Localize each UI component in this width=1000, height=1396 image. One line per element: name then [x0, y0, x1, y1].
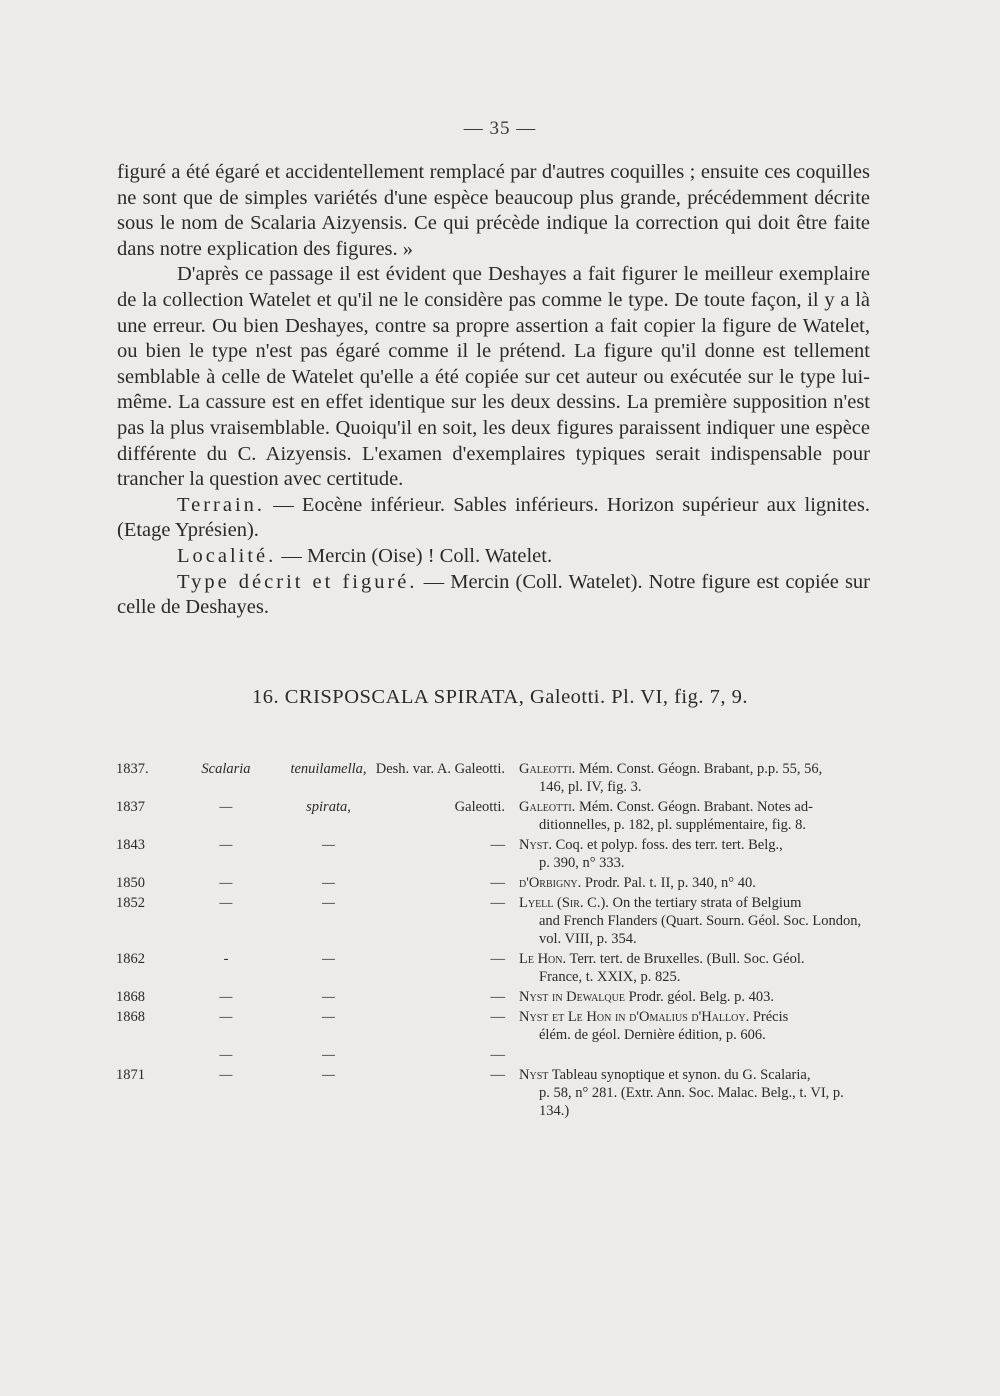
synonymy-reference	[519, 1006, 872, 1044]
synonymy-species-text: —	[322, 951, 335, 967]
synonymy-year	[116, 834, 166, 872]
synonymy-row	[116, 892, 872, 948]
synonymy-genus-text: —	[219, 837, 233, 853]
synonymy-year-text: 1850	[116, 875, 145, 891]
terrain-label: Terrain.	[177, 493, 266, 516]
synonymy-genus	[166, 760, 286, 796]
synonymy-table	[116, 760, 872, 1120]
synonymy-genus	[166, 892, 286, 948]
reference-author: Le Hon.	[519, 951, 567, 967]
synonymy-year-text: 1843	[116, 837, 145, 853]
synonymy-author-text: —	[490, 1009, 505, 1025]
synonymy-year-text: 1868	[116, 1009, 145, 1025]
synonymy-genus-text: —	[219, 875, 233, 891]
section-title: 16. CRISPOSCALA SPIRATA, Galeotti. Pl. VI, fig. 7, 9.	[251, 686, 749, 708]
synonymy-species	[286, 834, 371, 872]
synonymy-species	[286, 1064, 371, 1120]
paragraph-2: D'après ce passage il est évident que Deshayes a fait figurer le meilleur exemplaire de la collection Watelet et qu'il ne le considère pas comme le type. De toute façon, il y a là une erreur. Ou bien Deshayes, contre sa propre assertion a fait copier la figure de Watelet, ou bien le type n'est pas égaré comme il le prétend. La figure qu'il donne est tellement semblable à celle de Watelet qu'elle a été copiée sur cet auteur ou exécutée sur le type lui-même. La cassure est en effet identique sur les deux dessins. La première supposition n'est pas la plus vraisemblable. Quoiqu'il en soit, les deux figures paraissent indiquer une espèce différente du C. Aizyensis. L'examen d'exemplaires typiques serait indispensable pour trancher la question avec certitude.	[117, 263, 870, 491]
synonymy-year	[116, 872, 166, 892]
reference-author: Nyst in Dewalque	[519, 989, 625, 1005]
synonymy-year-text: 1862	[116, 951, 145, 967]
synonymy-author-text: —	[490, 1047, 505, 1063]
synonymy-species	[286, 1044, 371, 1064]
synonymy-reference	[519, 1044, 872, 1064]
synonymy-author	[371, 948, 519, 986]
synonymy-genus-text: —	[219, 1009, 233, 1025]
synonymy-reference	[519, 760, 872, 796]
synonymy-genus	[166, 1006, 286, 1044]
type-text: — Mercin (Coll. Watelet). Notre figure est copiée sur celle de Deshayes.	[117, 570, 870, 619]
reference-author: Nyst.	[519, 837, 552, 853]
synonymy-species-text: —	[322, 989, 335, 1005]
reference-line: On the tertiary strata of Belgium	[612, 895, 802, 911]
synonymy-species-text: tenuilamella,	[290, 761, 367, 777]
synonymy-author	[371, 834, 519, 872]
synonymy-year-text: 1837.	[116, 761, 149, 777]
reference-author: Lyell (Sir. C.).	[519, 895, 609, 911]
synonymy-species-text: spirata,	[306, 799, 351, 815]
synonymy-species	[286, 760, 371, 796]
synonymy-species-text: —	[322, 837, 335, 853]
synonymy-genus-text: —	[219, 1067, 233, 1083]
reference-author: d'Orbigny.	[519, 875, 582, 891]
reference-continuation: élém. de géol. Dernière édition, p. 606.	[539, 1027, 766, 1043]
synonymy-body	[116, 760, 872, 1120]
synonymy-species-text: —	[322, 1067, 335, 1083]
synonymy-author-text: —	[490, 989, 505, 1005]
synonymy-year	[116, 892, 166, 948]
synonymy-author-text: —	[490, 895, 505, 911]
synonymy-genus-text: -	[223, 951, 229, 967]
synonymy-row	[116, 1064, 872, 1120]
synonymy-year-text: 1852	[116, 895, 145, 911]
synonymy-genus	[166, 948, 286, 986]
synonymy-reference	[519, 892, 872, 948]
synonymy-reference	[519, 948, 872, 986]
synonymy-genus	[166, 1064, 286, 1120]
type-paragraph	[117, 570, 870, 621]
terrain-text: — Eocène inférieur. Sables inférieurs. Horizon supérieur aux lignites. (Etage Yprésien).	[117, 493, 870, 542]
synonymy-species	[286, 892, 371, 948]
reference-line: Terr. tert. de Bruxelles. (Bull. Soc. Géol.	[569, 951, 805, 967]
synonymy-year-text: 1868	[116, 989, 145, 1005]
synonymy-genus-text: —	[219, 895, 233, 911]
reference-line: Mém. Const. Géogn. Brabant. Notes ad-	[578, 799, 813, 815]
synonymy-species-text: —	[322, 1009, 335, 1025]
synonymy-row	[116, 948, 872, 986]
reference-continuation: 146, pl. IV, fig. 3.	[539, 779, 642, 795]
synonymy-genus	[166, 872, 286, 892]
synonymy-author	[371, 1006, 519, 1044]
synonymy-genus-text: —	[219, 1047, 233, 1063]
localite-text: — Mercin (Oise) ! Coll. Watelet.	[276, 544, 553, 567]
synonymy-genus-text: —	[219, 799, 233, 815]
synonymy-reference	[519, 872, 872, 892]
synonymy-year	[116, 796, 166, 834]
synonymy-year	[116, 1064, 166, 1120]
reference-line: Tableau synoptique et synon. du G. Scalaria,	[551, 1067, 811, 1083]
synonymy-genus	[166, 796, 286, 834]
localite-paragraph	[117, 544, 870, 570]
synonymy-species-text: —	[322, 875, 335, 891]
synonymy-genus-text: Scalaria	[201, 761, 251, 777]
localite-label: Localité.	[177, 544, 277, 567]
synonymy-row	[116, 1044, 872, 1064]
synonymy-author-text: Desh. var. A. Galeotti.	[375, 761, 505, 777]
synonymy-author	[371, 760, 519, 796]
synonymy-species	[286, 986, 371, 1006]
reference-line: Mém. Const. Géogn. Brabant, p.p. 55, 56,	[578, 761, 823, 777]
terrain-paragraph	[117, 493, 870, 544]
synonymy-author-text: —	[490, 875, 505, 891]
reference-line: Prodr. géol. Belg. p. 403.	[628, 989, 774, 1005]
reference-continuation: p. 58, n° 281. (Extr. Ann. Soc. Malac. Belg., t. VI, p. 134.)	[539, 1085, 844, 1119]
synonymy-year	[116, 760, 166, 796]
synonymy-row	[116, 872, 872, 892]
reference-author: Nyst	[519, 1067, 549, 1083]
synonymy-year-text: 1837	[116, 799, 145, 815]
synonymy-species	[286, 796, 371, 834]
synonymy-genus	[166, 1044, 286, 1064]
reference-author: Nyst et Le Hon in d'Omalius d'Halloy.	[519, 1009, 750, 1025]
synonymy-author-text: —	[490, 1067, 505, 1083]
body-text	[117, 160, 870, 621]
synonymy-species	[286, 872, 371, 892]
synonymy-reference	[519, 796, 872, 834]
synonymy-reference	[519, 1064, 872, 1120]
synonymy-species	[286, 948, 371, 986]
synonymy-author	[371, 986, 519, 1006]
reference-continuation: and French Flanders (Quart. Sourn. Géol. Soc. London, vol. VIII, p. 354.	[539, 913, 862, 947]
synonymy-author	[371, 892, 519, 948]
synonymy-species	[286, 1006, 371, 1044]
reference-continuation: p. 390, n° 333.	[539, 855, 625, 871]
reference-author: Galeotti.	[519, 761, 576, 777]
synonymy-genus-text: —	[219, 989, 233, 1005]
synonymy-year	[116, 986, 166, 1006]
synonymy-author	[371, 872, 519, 892]
type-label: Type décrit et figuré.	[177, 570, 418, 593]
synonymy-reference	[519, 834, 872, 872]
paragraph-1: figuré a été égaré et accidentellement remplacé par d'autres coquilles ; ensuite ces coquilles ne sont que de simples variétés d'une espèce beaucoup plus grande, précédemment décrite sous le nom de Scalaria Aizyensis. Ce qui précède indique la correction qui doit être faite dans notre explication des figures. »	[117, 161, 870, 260]
synonymy-year	[116, 1006, 166, 1044]
reference-line: Précis	[752, 1009, 789, 1025]
synonymy-row	[116, 796, 872, 834]
synonymy-year	[116, 1044, 166, 1064]
synonymy-row	[116, 834, 872, 872]
synonymy-species-text: —	[322, 895, 335, 911]
synonymy-genus	[166, 986, 286, 1006]
reference-line: Coq. et polyp. foss. des terr. tert. Belg.,	[555, 837, 783, 853]
reference-continuation: ditionnelles, p. 182, pl. supplémentaire, fig. 8.	[539, 817, 806, 833]
synonymy-author-text: —	[490, 951, 505, 967]
synonymy-author	[371, 796, 519, 834]
synonymy-author-text: —	[490, 837, 505, 853]
synonymy-year	[116, 948, 166, 986]
synonymy-author	[371, 1044, 519, 1064]
synonymy-row	[116, 1006, 872, 1044]
page-number: — 35 —	[463, 118, 537, 139]
reference-line: Prodr. Pal. t. II, p. 340, n° 40.	[584, 875, 756, 891]
synonymy-row	[116, 986, 872, 1006]
synonymy-author-text: Galeotti.	[454, 799, 505, 815]
reference-continuation: France, t. XXIX, p. 825.	[539, 969, 681, 985]
reference-author: Galeotti.	[519, 799, 576, 815]
synonymy-genus	[166, 834, 286, 872]
synonymy-reference	[519, 986, 872, 1006]
synonymy-year-text: 1871	[116, 1067, 145, 1083]
synonymy-author	[371, 1064, 519, 1120]
synonymy-species-text: —	[322, 1047, 335, 1063]
synonymy-row	[116, 760, 872, 796]
